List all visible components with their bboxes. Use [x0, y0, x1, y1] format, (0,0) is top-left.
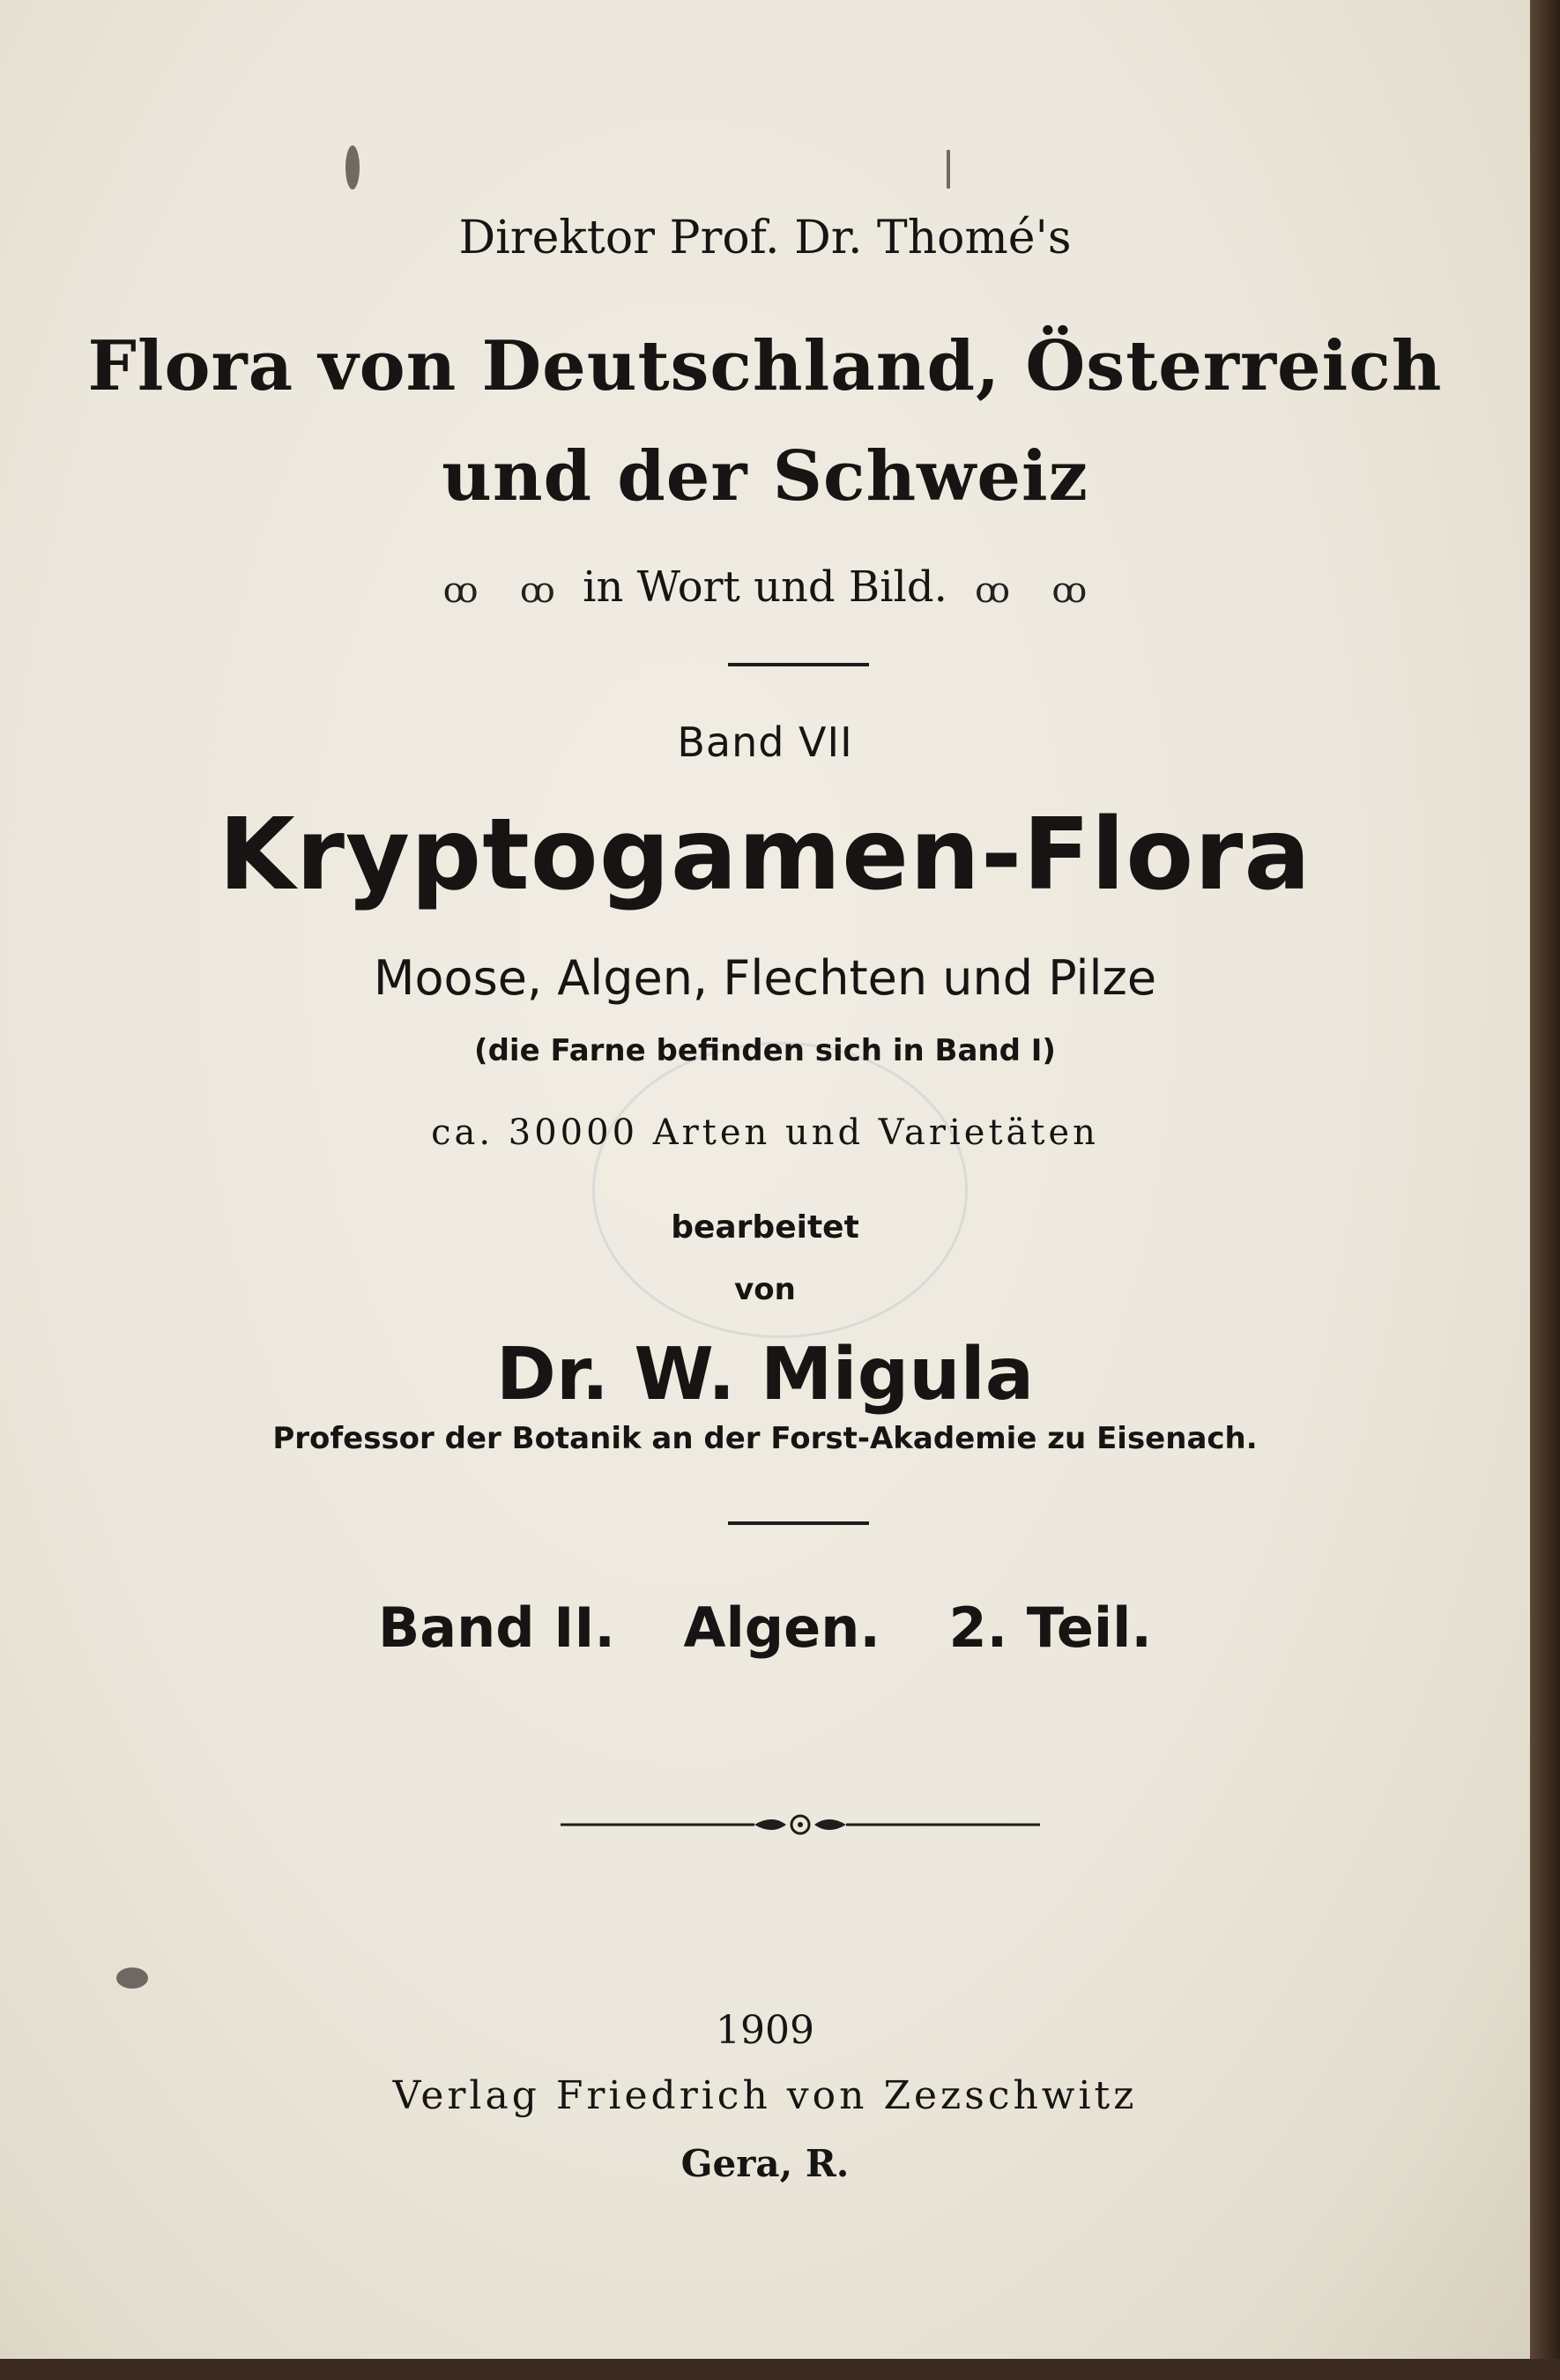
ink-spot — [116, 1967, 148, 1989]
book-edge — [0, 2359, 1560, 2380]
imprint-publisher: Verlag Friedrich von Zezschwitz — [392, 2073, 1138, 2118]
ornament-icon: ꝏ — [1051, 569, 1088, 611]
edited-label: bearbeitet — [671, 1209, 859, 1246]
imprint-place: Gera, R. — [680, 2142, 850, 2185]
subtitle-row — [0, 562, 1530, 612]
subtitle: in Wort und Bild. — [583, 562, 947, 612]
book-spine — [1530, 0, 1560, 2380]
part-subject: Algen. — [683, 1595, 880, 1660]
part-label: 2. Teil. — [948, 1595, 1152, 1660]
author-affiliation: Professor der Botanik an der Forst-Akademie zu Eisenach. — [272, 1421, 1258, 1456]
volume-band: Band VII — [677, 718, 853, 766]
divider-rule — [728, 663, 869, 666]
ornament-icon: ꝏ — [519, 569, 555, 611]
by-label: von — [734, 1272, 796, 1307]
species-count: ca. 30000 Arten und Varietäten — [431, 1112, 1099, 1153]
director-line: Direktor Prof. Dr. Thomé's — [458, 212, 1072, 264]
volume-topics: Moose, Algen, Flechten und Pilze — [373, 950, 1157, 1006]
ink-spot — [345, 145, 360, 190]
main-title: Kryptogamen-Flora — [219, 798, 1311, 912]
volume-note: (die Farne befinden sich in Band I) — [474, 1033, 1056, 1068]
title-line-2: und der Schweiz — [442, 436, 1088, 517]
part-line — [0, 1595, 1530, 1660]
tick-mark — [947, 150, 950, 189]
title-line-1: Flora von Deutschland, Österreich — [87, 326, 1443, 406]
part-band: Band II. — [378, 1595, 615, 1660]
imprint-year: 1909 — [716, 2008, 814, 2053]
author-name: Dr. W. Migula — [495, 1333, 1035, 1417]
ornament-icon: ꝏ — [975, 569, 1011, 611]
ornament-icon: ꝏ — [442, 569, 479, 611]
divider-rule — [728, 1521, 869, 1525]
ornamental-vignette-icon — [561, 1807, 1040, 1842]
